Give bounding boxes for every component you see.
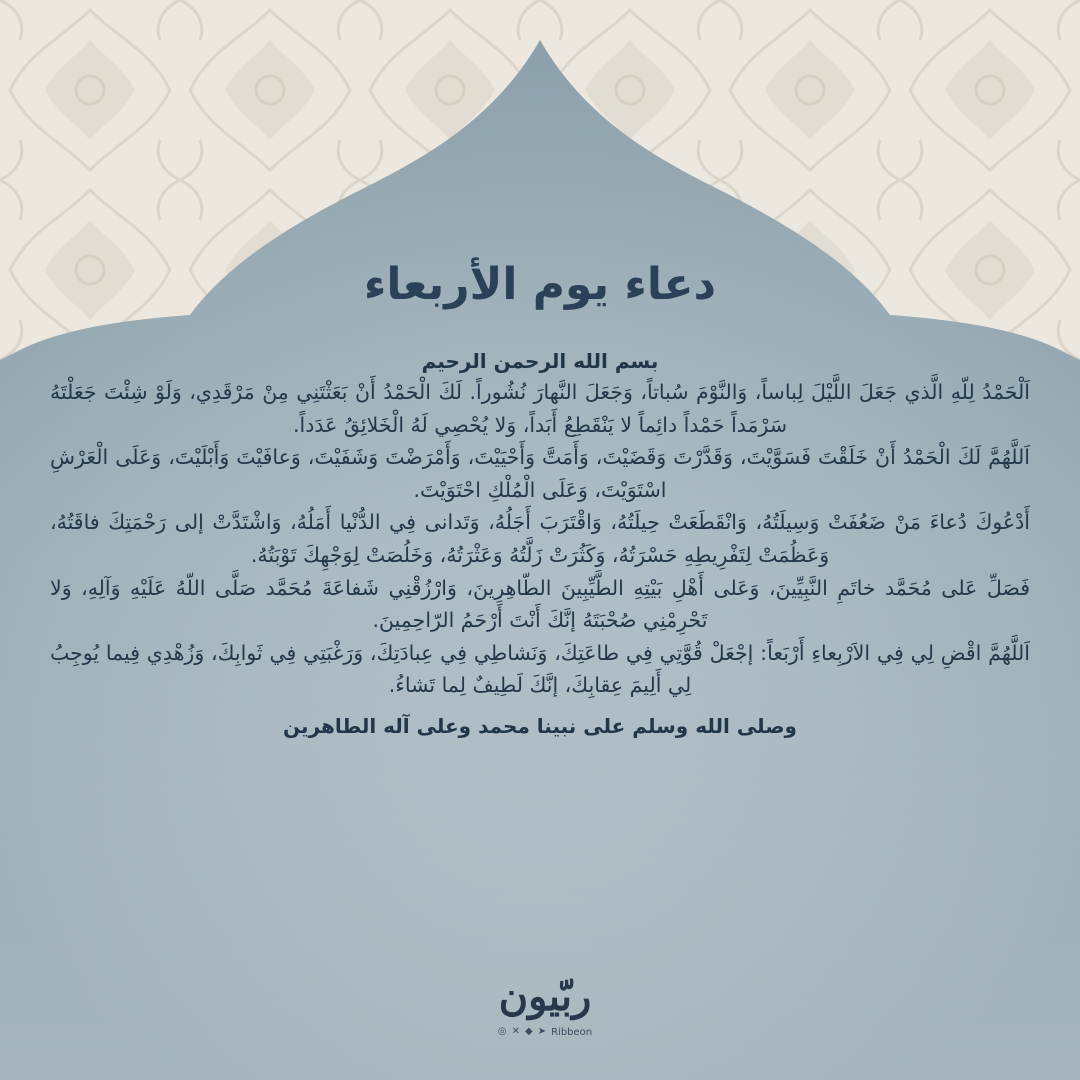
- dua-paragraph: اَلْحَمْدُ لِلّهِ الَّذي جَعَلَ اللَّيْلَ لِباساً، وَالنَّوْمَ سُباتاً، وَجَعَلَ النَّهارَ نُشُوراً. لَكَ الْحَمْدُ أَنْ بَعَثْتَنِي مِنْ مَرْقَدِي، وَلَوْ شِئْتَ جَعَلْتَهُ سَرْمَداً حَمْداً دائِماً لا يَنْقَطِعُ أَبَداً، وَلا يُحْصِي لَهُ الْخَلائِقُ عَدَداً.: [50, 380, 1030, 437]
- dua-paragraph: فَصَلِّ عَلى مُحَمَّد خاتَمِ النَّبِيِّينَ، وَعَلى أَهْلِ بَيْتِهِ الطَّيِّبِينَ الطّاهِرِينَ، وَارْزُقْنِي شَفاعَةَ مُحَمَّد صَلَّى اللّهُ عَلَيْهِ وَآلِهِ، وَلا تَحْرِمْنِي صُحْبَتَهُ إنَّكَ أَنْتَ أَرْحَمُ الرّاحِمِينَ.: [50, 575, 1030, 633]
- social-handle-row: [480, 1026, 610, 1038]
- x-icon: ✕: [511, 1026, 520, 1037]
- logo-wordmark: ربّيون: [498, 973, 592, 1020]
- dua-paragraph: اَللَّهُمَّ اقْضِ لِي فِي الاَرْبِعاءِ أَرْبَعاً: إجْعَلْ قُوَّتِي فِي طاعَتِكَ، وَنَشاطِي فِي عِبادَتِكَ، وَرَغْبَتِي فِي ثَوابِكَ، وَزُهْدِي فِيما يُوجِبُ لِي أَلِيمَ عِقابِكَ، إنَّكَ لَطِيفٌ لِما تَشاءُ.: [50, 640, 1030, 698]
- telegram-icon: ➤: [537, 1026, 547, 1037]
- dua-paragraph: اَللَّهُمَّ لَكَ الْحَمْدُ أَنْ خَلَقْتَ فَسَوَّيْتَ، وَقَدَّرْتَ وَقَضَيْتَ، وَأَمَتَّ وَأَحْيَيْتَ، وَأَمْرَضْتَ وَشَفَيْتَ، وَعافَيْتَ وَأَبْلَيْتَ، وَعَلَى الْعَرْشِ اسْتَوَيْتَ، وَعَلَى الْمُلْكِ احْتَوَيْتَ.: [50, 445, 1030, 502]
- instagram-icon: ◎: [497, 1026, 507, 1037]
- logo-handle: Ribbeon: [551, 1026, 593, 1038]
- brand-logo: [480, 968, 610, 1054]
- facebook-icon: ◆: [525, 1026, 533, 1037]
- dua-paragraph: أَدْعُوكَ دُعاءَ مَنْ ضَعُفَتْ وَسِيلَتُهُ، وَانْقَطَعَتْ حِيلَتُهُ، وَاقْتَرَبَ أَجَلُهُ، وَتَدانى فِي الدُّنْيا أَمَلُهُ، وَاشْتَدَّتْ إلى رَحْمَتِكَ فاقَتُهُ، وَعَظُمَتْ لِتَفْرِيطِهِ حَسْرَتُهُ، وَكَثُرَتْ زَلَّتُهُ وَعَثْرَتُهُ، وَخَلُصَتْ لِوَجْهِكَ تَوْبَتُهُ.: [50, 510, 1030, 567]
- basmala: بسم الله الرحمن الرحيم: [421, 349, 659, 373]
- page-title: دعاء يوم الأربعاء: [363, 259, 717, 310]
- dua-content: [50, 250, 1030, 744]
- closing-line: وصلى الله وسلم على نبينا محمد وعلى آله الطاهرين: [283, 713, 797, 738]
